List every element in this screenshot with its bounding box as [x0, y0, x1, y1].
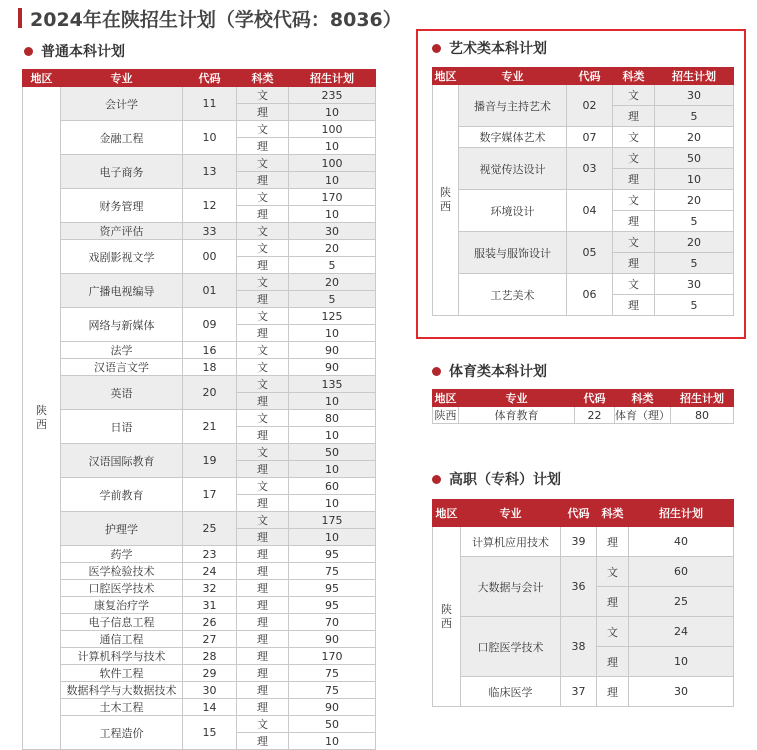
plan-cell: 10 — [289, 733, 376, 750]
major-cell: 汉语国际教育 — [61, 444, 183, 478]
plan-cell: 10 — [289, 495, 376, 512]
code-cell: 14 — [183, 699, 237, 716]
table-row — [433, 274, 734, 295]
major-cell: 土木工程 — [61, 699, 183, 716]
subject-cell: 理 — [237, 206, 289, 223]
major-cell: 环境设计 — [459, 190, 567, 232]
subject-cell: 理 — [237, 563, 289, 580]
code-cell: 31 — [183, 597, 237, 614]
subject-cell: 理 — [237, 733, 289, 750]
header-subject: 科类 — [613, 68, 655, 85]
plan-cell: 5 — [655, 253, 734, 274]
plan-cell: 50 — [289, 716, 376, 733]
plan-cell: 20 — [289, 240, 376, 257]
table-row — [23, 240, 376, 257]
plan-cell: 60 — [629, 557, 734, 587]
sports-section-title-text: 体育类本科计划 — [449, 364, 547, 380]
subject-cell: 文 — [597, 557, 629, 587]
subject-cell: 理 — [237, 631, 289, 648]
plan-cell: 100 — [289, 121, 376, 138]
major-cell: 播音与主持艺术 — [459, 85, 567, 127]
code-cell: 22 — [575, 407, 615, 424]
table-row — [23, 512, 376, 529]
code-cell: 25 — [183, 512, 237, 546]
code-cell: 20 — [183, 376, 237, 410]
subject-cell: 文 — [237, 444, 289, 461]
table-row — [23, 223, 376, 240]
code-cell: 37 — [561, 677, 597, 707]
subject-cell: 理 — [237, 546, 289, 563]
major-cell: 视觉传达设计 — [459, 148, 567, 190]
plan-cell: 75 — [289, 563, 376, 580]
major-cell: 数据科学与大数据技术 — [61, 682, 183, 699]
table-row — [23, 682, 376, 699]
subject-cell: 文 — [237, 342, 289, 359]
plan-cell: 80 — [289, 410, 376, 427]
major-cell: 医学检验技术 — [61, 563, 183, 580]
subject-cell: 理 — [237, 682, 289, 699]
subject-cell: 文 — [237, 189, 289, 206]
table-row — [23, 274, 376, 291]
major-cell: 工程造价 — [61, 716, 183, 750]
plan-cell: 75 — [289, 682, 376, 699]
table-row — [23, 631, 376, 648]
subject-cell: 文 — [613, 190, 655, 211]
subject-cell: 文 — [237, 223, 289, 240]
subject-cell: 理 — [237, 529, 289, 546]
plan-cell: 10 — [289, 172, 376, 189]
subject-cell: 理 — [597, 677, 629, 707]
subject-cell: 文 — [237, 121, 289, 138]
subject-cell: 理 — [237, 104, 289, 121]
sports-plan-table — [432, 389, 734, 424]
subject-cell: 文 — [613, 232, 655, 253]
region-cell: 陕西 — [433, 407, 459, 424]
subject-cell: 文 — [237, 716, 289, 733]
header-subject: 科类 — [615, 390, 671, 407]
plan-cell: 5 — [655, 106, 734, 127]
major-cell: 会计学 — [61, 87, 183, 121]
major-cell: 护理学 — [61, 512, 183, 546]
subject-cell: 理 — [237, 665, 289, 682]
subject-cell: 理 — [237, 461, 289, 478]
code-cell: 04 — [567, 190, 613, 232]
table-row — [23, 478, 376, 495]
plan-cell: 30 — [655, 274, 734, 295]
plan-cell: 10 — [289, 427, 376, 444]
header-major: 专业 — [459, 390, 575, 407]
table-row — [23, 563, 376, 580]
header-plan: 招生计划 — [289, 70, 376, 87]
code-cell: 01 — [183, 274, 237, 308]
plan-cell: 24 — [629, 617, 734, 647]
subject-cell: 文 — [237, 274, 289, 291]
plan-cell: 135 — [289, 376, 376, 393]
subject-cell: 理 — [597, 587, 629, 617]
plan-cell: 10 — [289, 461, 376, 478]
major-cell: 计算机应用技术 — [461, 527, 561, 557]
plan-cell: 10 — [289, 104, 376, 121]
major-cell: 电子信息工程 — [61, 614, 183, 631]
plan-cell: 70 — [289, 614, 376, 631]
code-cell: 17 — [183, 478, 237, 512]
table-row — [23, 376, 376, 393]
code-cell: 26 — [183, 614, 237, 631]
region-cell — [23, 87, 61, 750]
table-row — [23, 121, 376, 138]
code-cell: 06 — [567, 274, 613, 316]
subject-cell: 理 — [237, 580, 289, 597]
subject-cell: 理 — [237, 699, 289, 716]
table-row — [433, 527, 734, 557]
subject-cell: 文 — [237, 87, 289, 104]
major-cell: 电子商务 — [61, 155, 183, 189]
plan-cell: 10 — [289, 206, 376, 223]
subject-cell: 理 — [613, 253, 655, 274]
major-cell: 法学 — [61, 342, 183, 359]
major-cell: 通信工程 — [61, 631, 183, 648]
plan-cell: 30 — [655, 85, 734, 106]
header-subject: 科类 — [597, 500, 629, 527]
subject-cell: 理 — [237, 257, 289, 274]
code-cell: 09 — [183, 308, 237, 342]
region-cell — [433, 527, 461, 707]
header-code: 代码 — [561, 500, 597, 527]
general-section-title-text: 普通本科计划 — [41, 44, 125, 60]
code-cell: 21 — [183, 410, 237, 444]
plan-cell: 10 — [655, 169, 734, 190]
code-cell: 00 — [183, 240, 237, 274]
header-region: 地区 — [433, 500, 461, 527]
subject-cell: 理 — [597, 647, 629, 677]
table-row — [23, 716, 376, 733]
subject-cell: 理 — [613, 169, 655, 190]
major-cell: 工艺美术 — [459, 274, 567, 316]
code-cell: 27 — [183, 631, 237, 648]
major-cell: 康复治疗学 — [61, 597, 183, 614]
header-region: 地区 — [433, 68, 459, 85]
bullet-icon — [432, 367, 441, 376]
table-row — [433, 617, 734, 647]
header-region: 地区 — [433, 390, 459, 407]
subject-cell: 理 — [237, 427, 289, 444]
header-plan: 招生计划 — [629, 500, 734, 527]
subject-cell: 理 — [237, 325, 289, 342]
table-row — [23, 359, 376, 376]
art-plan-table — [432, 67, 734, 316]
table-row — [433, 148, 734, 169]
major-cell: 口腔医学技术 — [461, 617, 561, 677]
major-cell: 资产评估 — [61, 223, 183, 240]
code-cell: 30 — [183, 682, 237, 699]
header-plan: 招生计划 — [655, 68, 734, 85]
subject-cell: 理 — [237, 495, 289, 512]
subject-cell: 文 — [237, 478, 289, 495]
major-cell: 药学 — [61, 546, 183, 563]
plan-cell: 5 — [289, 257, 376, 274]
table-row — [433, 677, 734, 707]
bullet-icon — [432, 475, 441, 484]
major-cell: 日语 — [61, 410, 183, 444]
table-row — [23, 648, 376, 665]
plan-cell: 100 — [289, 155, 376, 172]
subject-cell: 文 — [237, 512, 289, 529]
plan-cell: 90 — [289, 359, 376, 376]
plan-cell: 5 — [655, 211, 734, 232]
vocational-section-title — [432, 469, 561, 489]
table-row — [433, 190, 734, 211]
plan-cell: 50 — [289, 444, 376, 461]
major-cell: 口腔医学技术 — [61, 580, 183, 597]
region-cell — [433, 85, 459, 316]
code-cell: 28 — [183, 648, 237, 665]
code-cell: 32 — [183, 580, 237, 597]
plan-cell: 20 — [655, 232, 734, 253]
subject-cell: 文 — [237, 376, 289, 393]
major-cell: 临床医学 — [461, 677, 561, 707]
subject-cell: 理 — [613, 106, 655, 127]
major-cell: 广播电视编导 — [61, 274, 183, 308]
code-cell: 13 — [183, 155, 237, 189]
header-code: 代码 — [183, 70, 237, 87]
plan-cell: 90 — [289, 699, 376, 716]
major-cell: 金融工程 — [61, 121, 183, 155]
table-row — [23, 308, 376, 325]
title-accent-bar — [18, 8, 22, 28]
table-row — [23, 444, 376, 461]
plan-cell: 95 — [289, 597, 376, 614]
plan-cell: 175 — [289, 512, 376, 529]
table-row — [23, 614, 376, 631]
plan-cell: 125 — [289, 308, 376, 325]
major-cell: 数字媒体艺术 — [459, 127, 567, 148]
bullet-icon — [24, 47, 33, 56]
plan-cell: 25 — [629, 587, 734, 617]
subject-cell: 文 — [237, 240, 289, 257]
major-cell: 学前教育 — [61, 478, 183, 512]
plan-cell: 10 — [289, 529, 376, 546]
plan-cell: 30 — [629, 677, 734, 707]
plan-cell: 10 — [629, 647, 734, 677]
subject-cell: 文 — [237, 410, 289, 427]
region-label: 陕西 — [441, 602, 452, 630]
code-cell: 03 — [567, 148, 613, 190]
major-cell: 戏剧影视文学 — [61, 240, 183, 274]
plan-cell: 235 — [289, 87, 376, 104]
table-row — [433, 557, 734, 587]
subject-cell: 理 — [237, 291, 289, 308]
subject-cell: 文 — [613, 274, 655, 295]
code-cell: 15 — [183, 716, 237, 750]
subject-cell: 理 — [237, 648, 289, 665]
region-label: 陕西 — [440, 186, 451, 213]
table-row — [23, 597, 376, 614]
table-row — [23, 580, 376, 597]
table-row — [23, 546, 376, 563]
code-cell: 38 — [561, 617, 597, 677]
plan-cell: 90 — [289, 342, 376, 359]
header-major: 专业 — [461, 500, 561, 527]
major-cell: 汉语言文学 — [61, 359, 183, 376]
table-row — [433, 232, 734, 253]
subject-cell: 理 — [237, 138, 289, 155]
code-cell: 07 — [567, 127, 613, 148]
major-cell: 服装与服饰设计 — [459, 232, 567, 274]
plan-cell: 60 — [289, 478, 376, 495]
subject-cell: 体育（理） — [615, 407, 671, 424]
subject-cell: 理 — [237, 597, 289, 614]
code-cell: 05 — [567, 232, 613, 274]
table-row — [433, 127, 734, 148]
region-label: 陕西 — [36, 404, 47, 431]
plan-cell: 95 — [289, 580, 376, 597]
general-section-title — [24, 41, 125, 61]
header-plan: 招生计划 — [671, 390, 734, 407]
subject-cell: 理 — [237, 172, 289, 189]
subject-cell: 理 — [613, 295, 655, 316]
subject-cell: 理 — [237, 393, 289, 410]
code-cell: 39 — [561, 527, 597, 557]
header-major: 专业 — [459, 68, 567, 85]
plan-cell: 75 — [289, 665, 376, 682]
plan-cell: 50 — [655, 148, 734, 169]
code-cell: 11 — [183, 87, 237, 121]
subject-cell: 文 — [237, 155, 289, 172]
general-plan-table — [22, 69, 376, 750]
major-cell: 体育教育 — [459, 407, 575, 424]
code-cell: 02 — [567, 85, 613, 127]
art-section-title — [432, 38, 547, 58]
header-major: 专业 — [61, 70, 183, 87]
major-cell: 网络与新媒体 — [61, 308, 183, 342]
plan-cell: 20 — [655, 190, 734, 211]
plan-cell: 5 — [289, 291, 376, 308]
plan-cell: 10 — [289, 138, 376, 155]
plan-cell: 170 — [289, 189, 376, 206]
plan-cell: 20 — [655, 127, 734, 148]
code-cell: 23 — [183, 546, 237, 563]
subject-cell: 文 — [613, 127, 655, 148]
bullet-icon — [432, 44, 441, 53]
major-cell: 英语 — [61, 376, 183, 410]
plan-cell: 10 — [289, 393, 376, 410]
plan-cell: 10 — [289, 325, 376, 342]
table-row — [433, 85, 734, 106]
header-code: 代码 — [567, 68, 613, 85]
plan-cell: 20 — [289, 274, 376, 291]
subject-cell: 理 — [597, 527, 629, 557]
header-code: 代码 — [575, 390, 615, 407]
plan-cell: 5 — [655, 295, 734, 316]
vocational-plan-table — [432, 499, 734, 707]
code-cell: 18 — [183, 359, 237, 376]
plan-cell: 30 — [289, 223, 376, 240]
header-region: 地区 — [23, 70, 61, 87]
vocational-section-title-text: 高职（专科）计划 — [449, 472, 561, 488]
subject-cell: 文 — [237, 308, 289, 325]
code-cell: 12 — [183, 189, 237, 223]
code-cell: 16 — [183, 342, 237, 359]
page-title-text: 2024年在陕招生计划（学校代码：8036） — [30, 8, 402, 31]
code-cell: 29 — [183, 665, 237, 682]
major-cell: 软件工程 — [61, 665, 183, 682]
subject-cell: 文 — [613, 148, 655, 169]
table-row — [23, 699, 376, 716]
header-subject: 科类 — [237, 70, 289, 87]
table-row — [23, 410, 376, 427]
table-row — [23, 665, 376, 682]
table-row — [23, 155, 376, 172]
code-cell: 24 — [183, 563, 237, 580]
table-row — [23, 342, 376, 359]
major-cell: 财务管理 — [61, 189, 183, 223]
code-cell: 36 — [561, 557, 597, 617]
table-row — [23, 87, 376, 104]
plan-cell: 90 — [289, 631, 376, 648]
plan-cell: 170 — [289, 648, 376, 665]
plan-cell: 95 — [289, 546, 376, 563]
subject-cell: 文 — [237, 359, 289, 376]
code-cell: 19 — [183, 444, 237, 478]
major-cell: 计算机科学与技术 — [61, 648, 183, 665]
code-cell: 33 — [183, 223, 237, 240]
art-section-title-text: 艺术类本科计划 — [449, 41, 547, 57]
subject-cell: 文 — [613, 85, 655, 106]
subject-cell: 理 — [237, 614, 289, 631]
code-cell: 10 — [183, 121, 237, 155]
plan-cell: 40 — [629, 527, 734, 557]
subject-cell: 文 — [597, 617, 629, 647]
table-row — [23, 189, 376, 206]
sports-section-title — [432, 361, 547, 381]
subject-cell: 理 — [613, 211, 655, 232]
page-title — [18, 6, 402, 30]
plan-cell: 80 — [671, 407, 734, 424]
major-cell: 大数据与会计 — [461, 557, 561, 617]
